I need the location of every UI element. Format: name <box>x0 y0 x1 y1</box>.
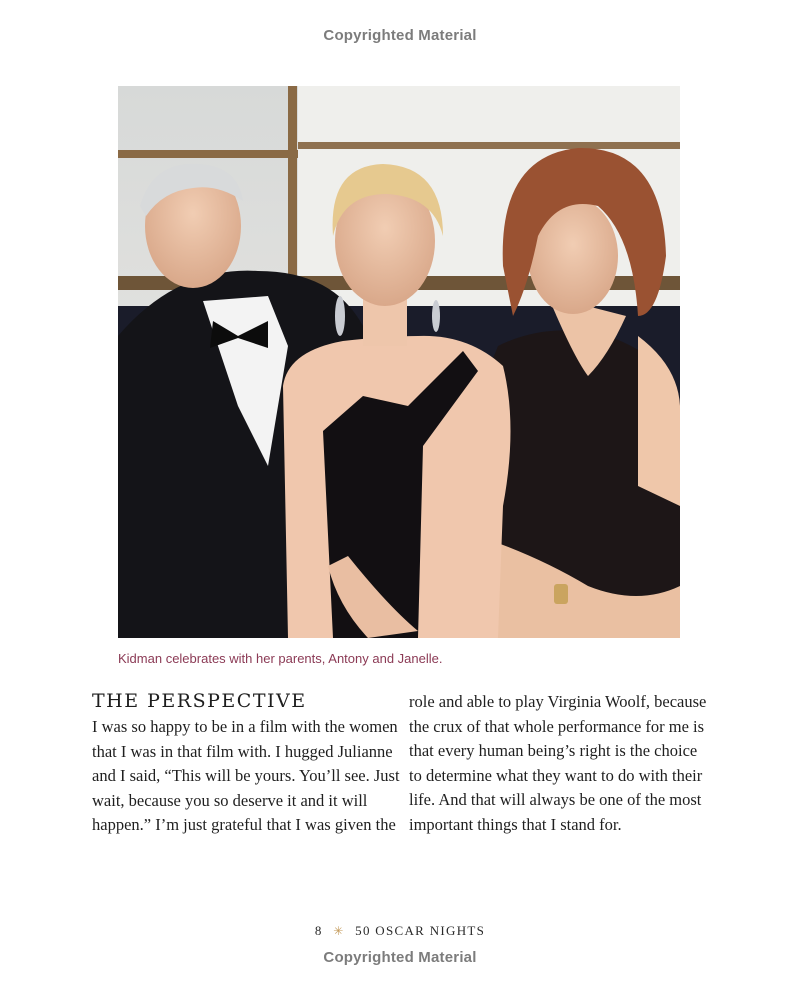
copyright-watermark-top: Copyrighted Material <box>323 27 477 44</box>
text-line: the crux of that whole performance for me is <box>409 716 705 736</box>
body-text-left-column <box>92 715 400 838</box>
book-title: 50 OSCAR NIGHTS <box>355 923 486 938</box>
text-line: that every human being’s right is the choice <box>409 741 698 760</box>
page-number: 8 <box>314 923 323 938</box>
family-photo <box>118 86 680 638</box>
photo-caption: Kidman celebrates with her parents, Antony and Janelle. <box>118 651 443 666</box>
text-line: to determine what they want to do with their <box>409 765 703 785</box>
text-line: and I said, “This will be yours. You’ll see. Just <box>92 766 400 785</box>
text-line: important things that I stand for. <box>409 814 622 834</box>
text-line: I was so happy to be in a film with the women <box>92 717 398 736</box>
copyright-watermark-bottom: Copyrighted Material <box>323 949 477 966</box>
text-line: role and able to play Virginia Woolf, because <box>409 692 707 711</box>
text-line: happen.” I’m just grateful that I was given the <box>92 815 396 834</box>
text-line: life. And that will always be one of the most <box>409 790 702 809</box>
star-ornament-icon: ✳ <box>333 924 345 938</box>
text-line: wait, because you so deserve it and it will <box>92 790 368 810</box>
page-footer <box>0 923 800 939</box>
text-line: that I was in that film with. I hugged Julianne <box>92 741 393 761</box>
body-text-right-column <box>409 690 709 837</box>
section-heading: THE PERSPECTIVE <box>92 690 307 712</box>
